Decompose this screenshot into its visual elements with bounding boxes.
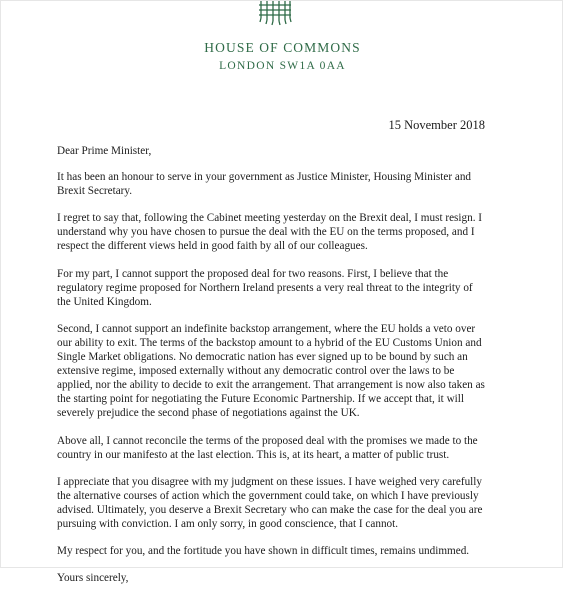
paragraph: For my part, I cannot support the proposed deal for two reasons. First, I believe that the regulatory regime proposed for Northern Ireland presents a very real threat to the integrity of the United Kingdom. xyxy=(57,267,473,308)
letter-body xyxy=(57,144,487,598)
letterhead-name: HOUSE OF COMMONS xyxy=(204,40,361,55)
closing: Yours sincerely, xyxy=(57,572,129,585)
paragraph: Second, I cannot support an indefinite backstop arrangement, where the EU holds a veto over our ability to exit. The terms of the backstop amount to a hybrid of the EU Customs Union and Single Market obligations. No democratic nation has ever signed up to be bound by such an extensive regime, imposed externally without any democratic control over the laws to be applied, nor the ability to decide to exit the arrangement. That arrangement is now also taken as the starting point for negotiating the Future Economic Partnership. If we accept that, it will severely prejudice the second phase of negotiations against the UK. xyxy=(57,322,485,420)
paragraph: I appreciate that you disagree with my judgment on these issues. I have weighed very carefully the alternative courses of action which the government could take, on which I have previously advised. Ultimately, you deserve a Brexit Secretary who can make the case for the deal you are pursuing with conviction. I am only sorry, in good conscience, that I cannot. xyxy=(57,475,483,530)
letterhead-address: LONDON SW1A 0AA xyxy=(219,60,346,72)
paragraph: I regret to say that, following the Cabinet meeting yesterday on the Brexit deal, I must resign. I understand why you have chosen to pursue the deal with the EU on the terms proposed, and I respect the different views held in good faith by all of our colleagues. xyxy=(57,212,483,253)
paragraph: It has been an honour to serve in your government as Justice Minister, Housing Minister and Brexit Secretary. xyxy=(57,171,472,198)
portcullis-icon xyxy=(257,1,293,27)
paragraph: Above all, I cannot reconcile the terms of the proposed deal with the promises we made to the country in our manifesto at the last election. This is, at its heart, a matter of public trust. xyxy=(57,434,478,461)
salutation: Dear Prime Minister, xyxy=(57,145,152,157)
letter-date: 15 November 2018 xyxy=(388,118,485,132)
paragraph: My respect for you, and the fortitude you have shown in difficult times, remains undimmed. xyxy=(57,545,470,558)
